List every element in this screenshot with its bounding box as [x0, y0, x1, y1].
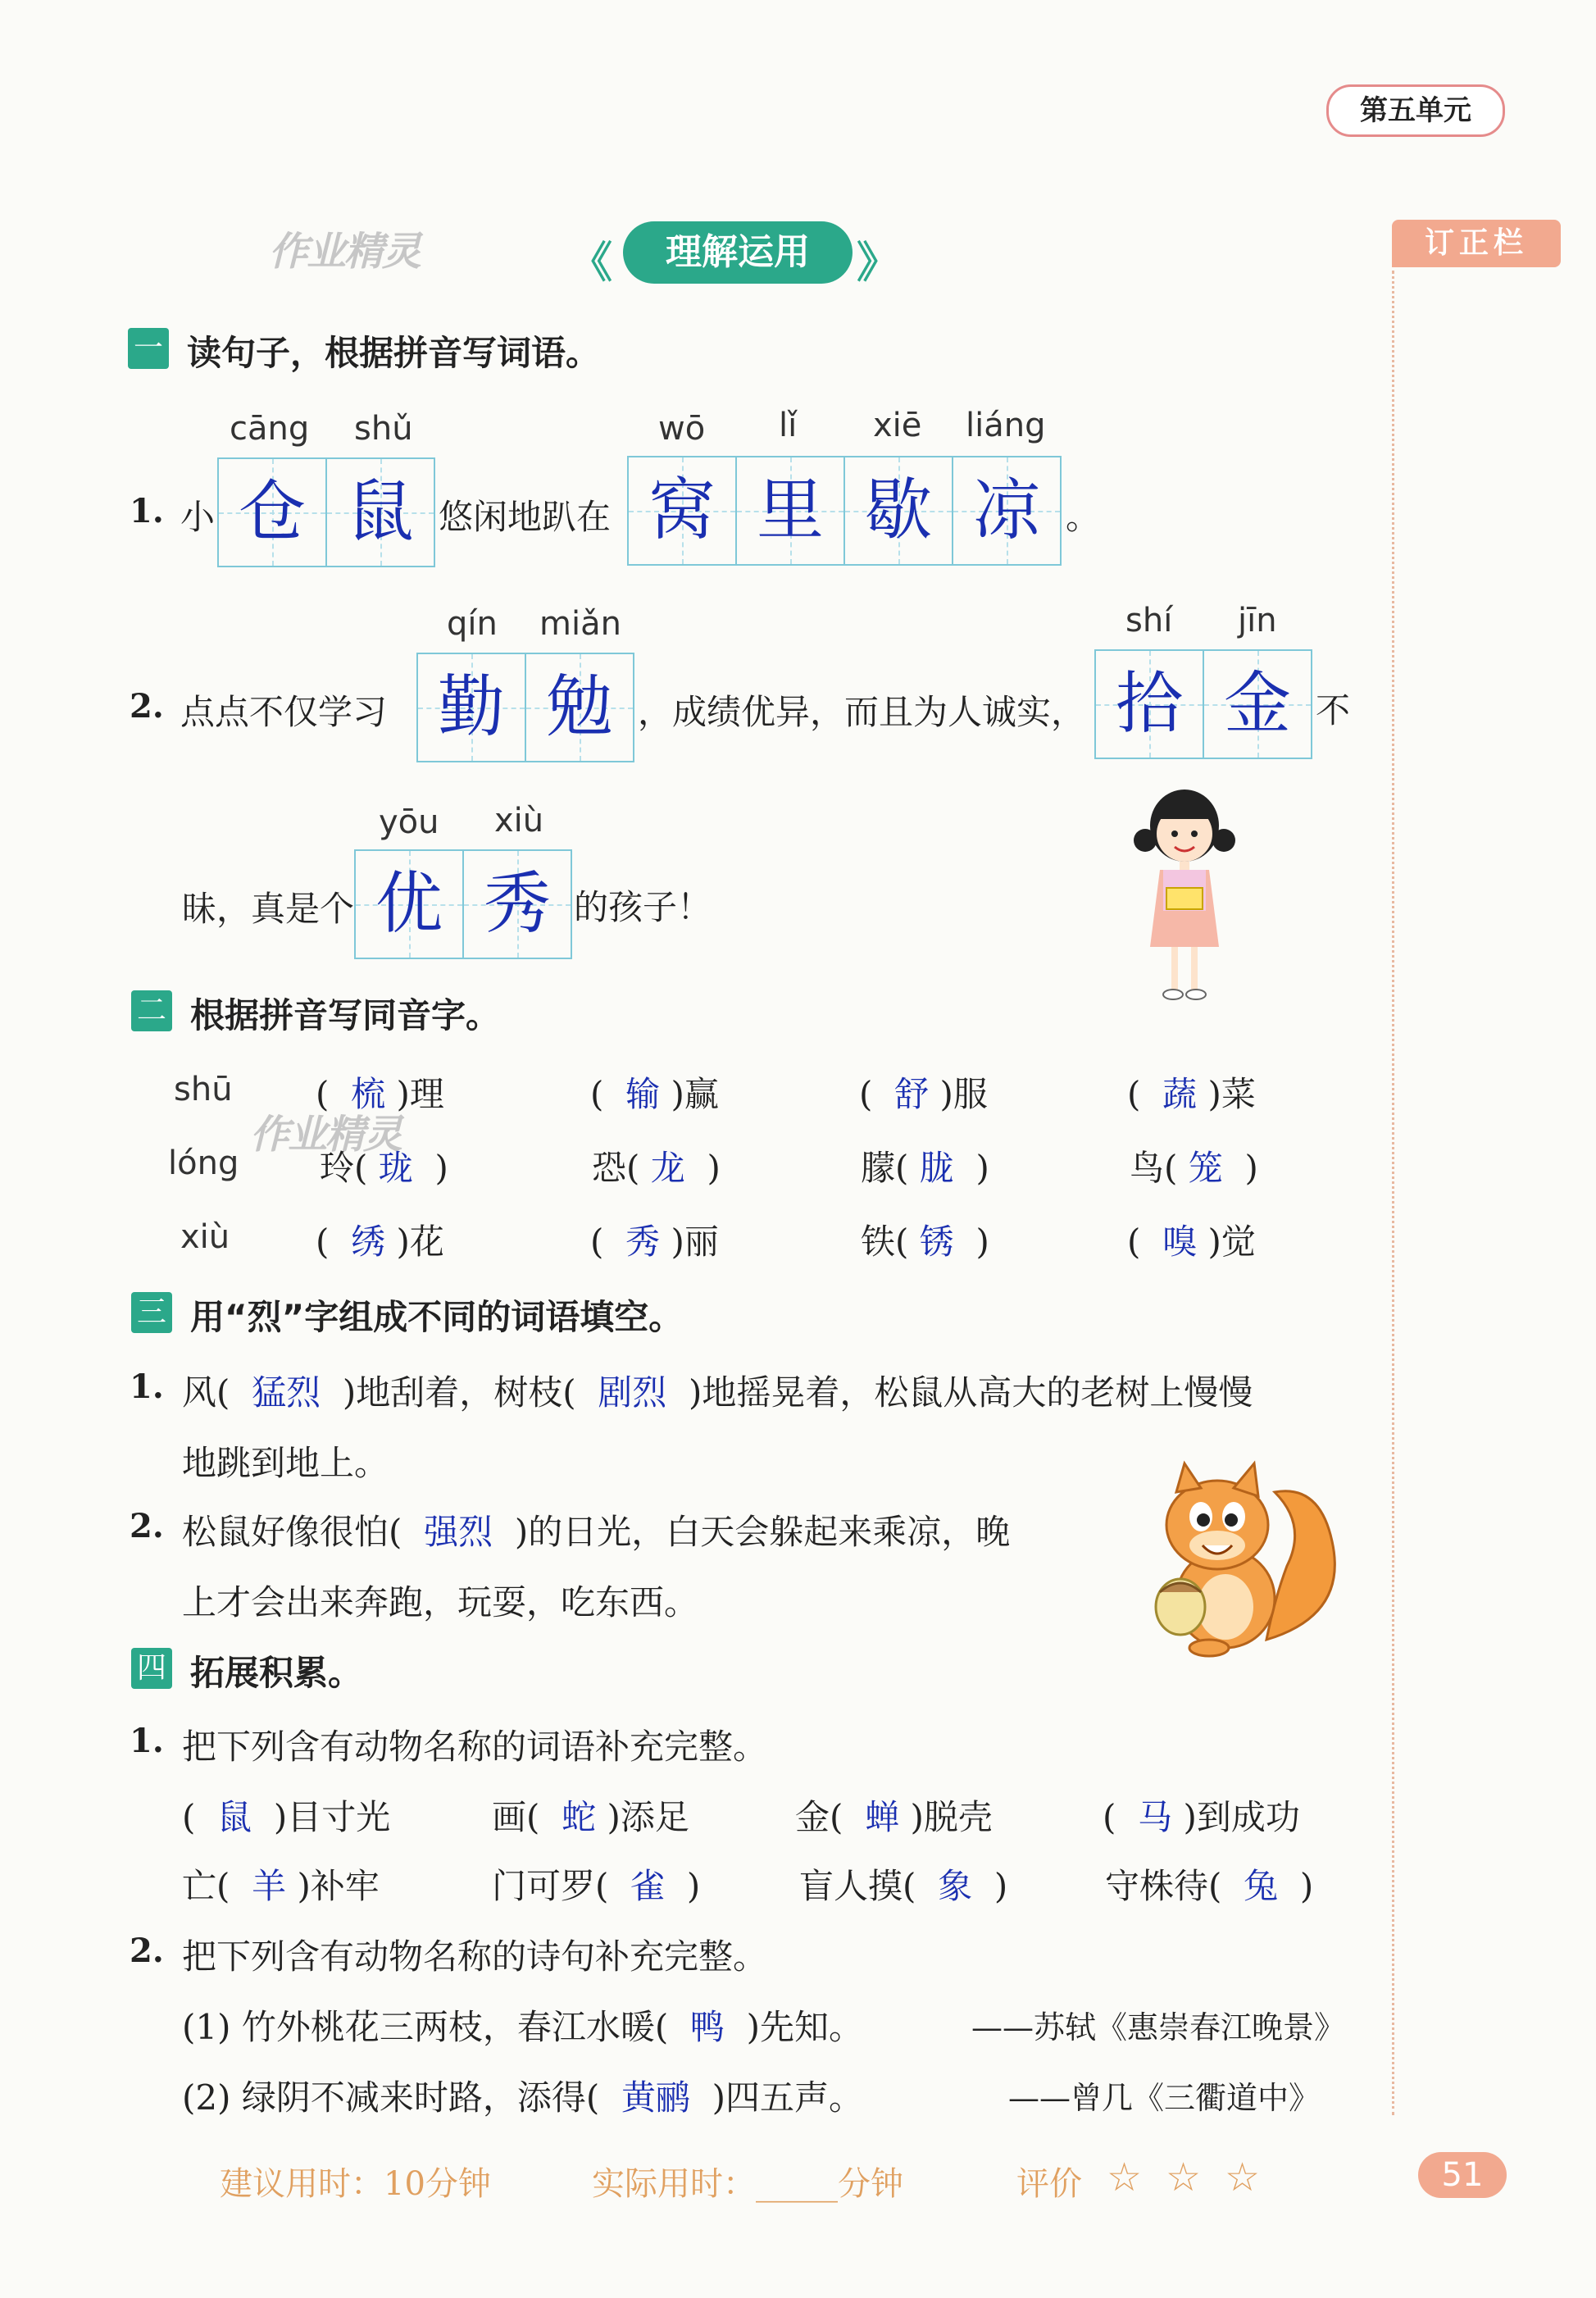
character-grid	[1094, 649, 1312, 759]
poem-line: (1) 竹外桃花三两枝，春江水暖( 鸭 )先知。	[182, 2007, 864, 2047]
sentence-text: 地跳到地上。	[182, 1443, 389, 1483]
grid-cell: 歇	[845, 457, 953, 564]
answer: 锈	[919, 1222, 954, 1262]
chevron-left-icon: 《	[570, 239, 613, 288]
answer: 梳	[351, 1074, 386, 1114]
answer: 猛烈	[252, 1372, 321, 1413]
question-badge: 一	[128, 328, 169, 369]
character-grid	[416, 653, 634, 762]
idiom-item: 亡( 羊 )补牢	[182, 1866, 380, 1906]
squirrel-illustration	[1144, 1451, 1348, 1664]
sentence-text: 。	[1066, 497, 1101, 537]
pinyin: cāng	[230, 410, 310, 448]
idiom-item: 守株待( 兔 )	[1105, 1866, 1314, 1906]
grid-cell: 鼠	[327, 459, 434, 566]
answer: 鼠	[217, 1797, 252, 1837]
answer: 舒	[894, 1074, 930, 1114]
sentence-text: 不	[1316, 690, 1351, 730]
grid-cell: 窝	[629, 457, 737, 564]
homophone-item: ( 梳 )理	[316, 1074, 444, 1114]
grid-cell: 秀	[464, 851, 571, 958]
item-number: 2.	[130, 1932, 164, 1970]
rating-label: 评价	[1016, 2165, 1082, 2203]
sentence-text: 风( 猛烈 )地刮着，树枝( 剧烈 )地摇晃着，松鼠从高大的老树上慢慢	[182, 1372, 1253, 1413]
pinyin: lóng	[168, 1144, 239, 1182]
instruction-text: 把下列含有动物名称的诗句补充完整。	[182, 1936, 768, 1977]
pinyin: shū	[174, 1071, 233, 1108]
homophone-item: 玲( 珑 )	[320, 1148, 448, 1188]
chevron-right-icon: 》	[857, 239, 900, 288]
answer: 马	[1138, 1797, 1173, 1837]
answer: 输	[625, 1074, 661, 1114]
question-title: 根据拼音写同音字。	[190, 995, 501, 1035]
answer: 龙	[650, 1148, 685, 1188]
actual-time: 实际用时：_____分钟	[592, 2165, 903, 2203]
answer: 象	[938, 1866, 973, 1906]
sentence-text: 的孩子！	[574, 887, 712, 927]
pinyin: xiù	[494, 802, 544, 840]
answer: 秀	[625, 1222, 661, 1262]
item-number: 2.	[130, 1507, 164, 1545]
pinyin: jīn	[1238, 602, 1277, 639]
item-number: 2.	[130, 687, 164, 726]
star-icon[interactable]: ☆	[1107, 2155, 1143, 2200]
girl-illustration	[1127, 783, 1242, 1021]
answer: 嗅	[1162, 1222, 1198, 1262]
poem-line: (2) 绿阴不减来时路，添得( 黄鹂 )四五声。	[182, 2077, 864, 2118]
watermark: 作业精灵	[250, 1112, 402, 1158]
star-icon[interactable]: ☆	[1225, 2155, 1261, 2200]
grid-cell: 金	[1204, 651, 1311, 758]
poem-source: ——曾几《三衢道中》	[1008, 2080, 1321, 2116]
homophone-item: ( 输 )赢	[590, 1074, 719, 1114]
pinyin: miǎn	[539, 605, 621, 643]
question-title: 读句子，根据拼音写词语。	[187, 333, 601, 373]
homophone-item: ( 秀 )丽	[590, 1222, 719, 1262]
answer: 蔬	[1162, 1074, 1198, 1114]
item-number: 1.	[130, 1367, 164, 1406]
item-number: 1.	[130, 1722, 164, 1760]
homophone-item: ( 舒 )服	[859, 1074, 988, 1114]
idiom-item: 盲人摸( 象 )	[799, 1866, 1008, 1906]
pinyin: wō	[658, 410, 706, 448]
homophone-item: 朦( 胧 )	[861, 1148, 989, 1188]
star-icon[interactable]: ☆	[1166, 2155, 1202, 2200]
grid-cell: 仓	[219, 459, 327, 566]
character-grid	[217, 457, 435, 567]
answer: 剧烈	[598, 1372, 667, 1413]
suggested-time: 建议用时：10分钟	[220, 2165, 491, 2203]
homophone-item: ( 绣 )花	[316, 1222, 444, 1262]
answer: 鸭	[689, 2007, 725, 2047]
grid-cell: 里	[737, 457, 845, 564]
answer: 强烈	[424, 1512, 493, 1552]
homophone-item: 铁( 锈 )	[861, 1222, 989, 1262]
grid-cell: 凉	[953, 457, 1060, 564]
question-badge: 四	[131, 1648, 172, 1689]
character-grid	[627, 456, 1062, 566]
page-number: 51	[1418, 2152, 1507, 2198]
homophone-item: 鸟( 笼 )	[1130, 1148, 1258, 1188]
unit-label: 第五单元	[1326, 84, 1505, 137]
answer: 珑	[378, 1148, 413, 1188]
answer: 羊	[252, 1866, 287, 1906]
grid-cell: 优	[356, 851, 464, 958]
answer: 笼	[1188, 1148, 1223, 1188]
sentence-text: 小	[180, 497, 216, 537]
idiom-item: ( 鼠 )目寸光	[182, 1797, 391, 1837]
sentence-text: ，成绩优异，而且为人诚实，	[638, 692, 1086, 732]
grid-cell: 勤	[418, 654, 526, 761]
poem-source: ——苏轼《惠崇春江晚景》	[971, 2009, 1346, 2045]
answer: 蝉	[865, 1797, 900, 1837]
answer: 兔	[1244, 1866, 1279, 1906]
pinyin: yōu	[379, 803, 439, 841]
homophone-item: 恐( 龙 )	[592, 1148, 721, 1188]
homophone-item: ( 嗅 )觉	[1127, 1222, 1256, 1262]
pinyin: xiē	[873, 407, 922, 444]
question-badge: 三	[131, 1292, 172, 1333]
character-grid	[354, 849, 572, 959]
question-title: 用“烈”字组成不同的词语填空。	[190, 1297, 684, 1337]
question-badge: 二	[131, 990, 172, 1031]
section-title: 理解运用	[623, 221, 853, 284]
sentence-text: 昧，真是个	[182, 889, 355, 929]
answer: 蛇	[562, 1797, 597, 1837]
homophone-item: ( 蔬 )菜	[1127, 1074, 1256, 1114]
answer: 绣	[351, 1222, 386, 1262]
watermark: 作业精灵	[269, 229, 421, 275]
instruction-text: 把下列含有动物名称的词语补充完整。	[182, 1727, 768, 1767]
pinyin: shǔ	[354, 410, 413, 448]
pinyin: qín	[447, 605, 498, 643]
sentence-text: 悠闲地趴在	[439, 497, 612, 537]
pinyin: xiù	[180, 1218, 230, 1256]
answer: 胧	[919, 1148, 954, 1188]
pinyin: liáng	[966, 407, 1046, 444]
pinyin: lǐ	[779, 407, 798, 444]
sentence-text: 上才会出来奔跑，玩耍，吃东西。	[182, 1582, 699, 1622]
sentence-text: 点点不仅学习	[180, 692, 388, 732]
item-number: 1.	[130, 492, 164, 530]
grid-cell: 拾	[1096, 651, 1204, 758]
correction-column-divider	[1392, 271, 1394, 2115]
pinyin: shí	[1125, 602, 1173, 639]
sentence-text: 松鼠好像很怕( 强烈 )的日光，白天会躲起来乘凉，晚	[182, 1512, 1011, 1552]
idiom-item: ( 马 )到成功	[1103, 1797, 1300, 1837]
idiom-item: 画( 蛇 )添足	[492, 1797, 689, 1837]
idiom-item: 门可罗( 雀 )	[492, 1866, 701, 1906]
idiom-item: 金( 蝉 )脱壳	[795, 1797, 993, 1837]
question-title: 拓展积累。	[190, 1653, 363, 1693]
correction-column-label: 订正栏	[1392, 220, 1561, 267]
grid-cell: 勉	[526, 654, 633, 761]
answer: 黄鹂	[621, 2077, 690, 2118]
answer: 雀	[630, 1866, 666, 1906]
